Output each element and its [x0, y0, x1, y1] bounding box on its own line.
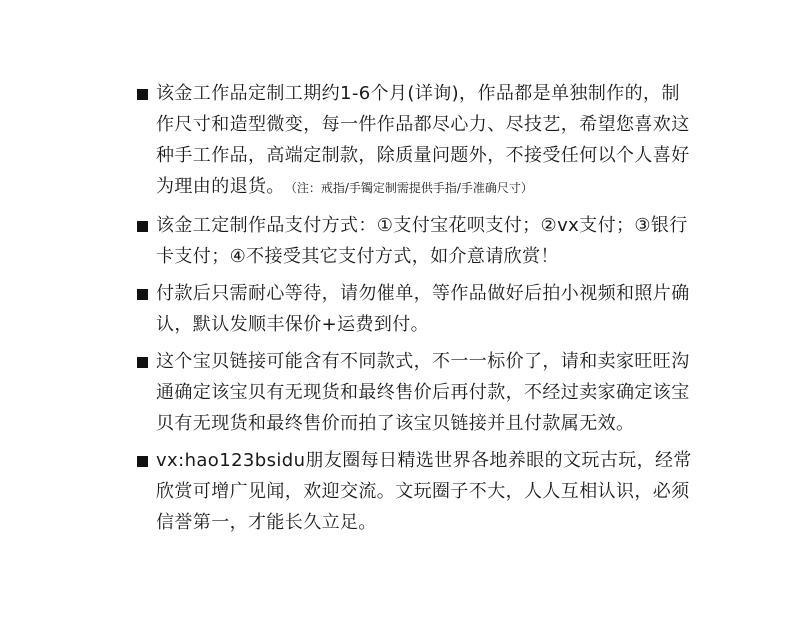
- notice-text: 该金工定制作品支付方式：①支付宝花呗支付；②vx支付；③银行卡支付；④不接受其它支付方式，如介意请欣赏！: [156, 215, 688, 267]
- notice-item-payment: [136, 210, 696, 272]
- notice-item-pricing: [136, 346, 696, 439]
- size-note: （注：戒指/手镯定制需提供手指/手准确尺寸）: [290, 181, 533, 195]
- square-bullet-icon: [137, 357, 148, 368]
- notice-text: 该金工作品定制工期约1-6个月(详询)，作品都是单独制作的，制作尺寸和造型微变，每一件作品都尽心力、尽技艺，希望您喜欢这种手工作品，高端定制款，除质量问题外，不接受任何以个人喜好为理由的退货。: [156, 83, 690, 197]
- notice-item-shipping: [136, 278, 696, 340]
- notice-text: 这个宝贝链接可能含有不同款式，不一一标价了，请和卖家旺旺沟通确定该宝贝有无现货和最终售价后再付款，不经过卖家确定该宝贝有无现货和最终售价而拍了该宝贝链接并且付款属无效。: [156, 351, 690, 434]
- notice-item-custom-period: [136, 78, 696, 204]
- square-bullet-icon: [137, 221, 148, 232]
- square-bullet-icon: [137, 89, 148, 100]
- notice-list: [136, 78, 696, 544]
- notice-text: vx:hao123bsidu朋友圈每日精选世界各地养眼的文玩古玩，经常欣赏可增广见闻，欢迎交流。文玩圈子不大，人人互相认识，必须信誉第一，才能长久立足。: [156, 450, 692, 533]
- square-bullet-icon: [137, 289, 148, 300]
- square-bullet-icon: [137, 456, 148, 467]
- notice-text: 付款后只需耐心等待，请勿催单，等作品做好后拍小视频和照片确认，默认发顺丰保价+运费到付。: [156, 283, 690, 335]
- notice-item-contact: [136, 445, 696, 538]
